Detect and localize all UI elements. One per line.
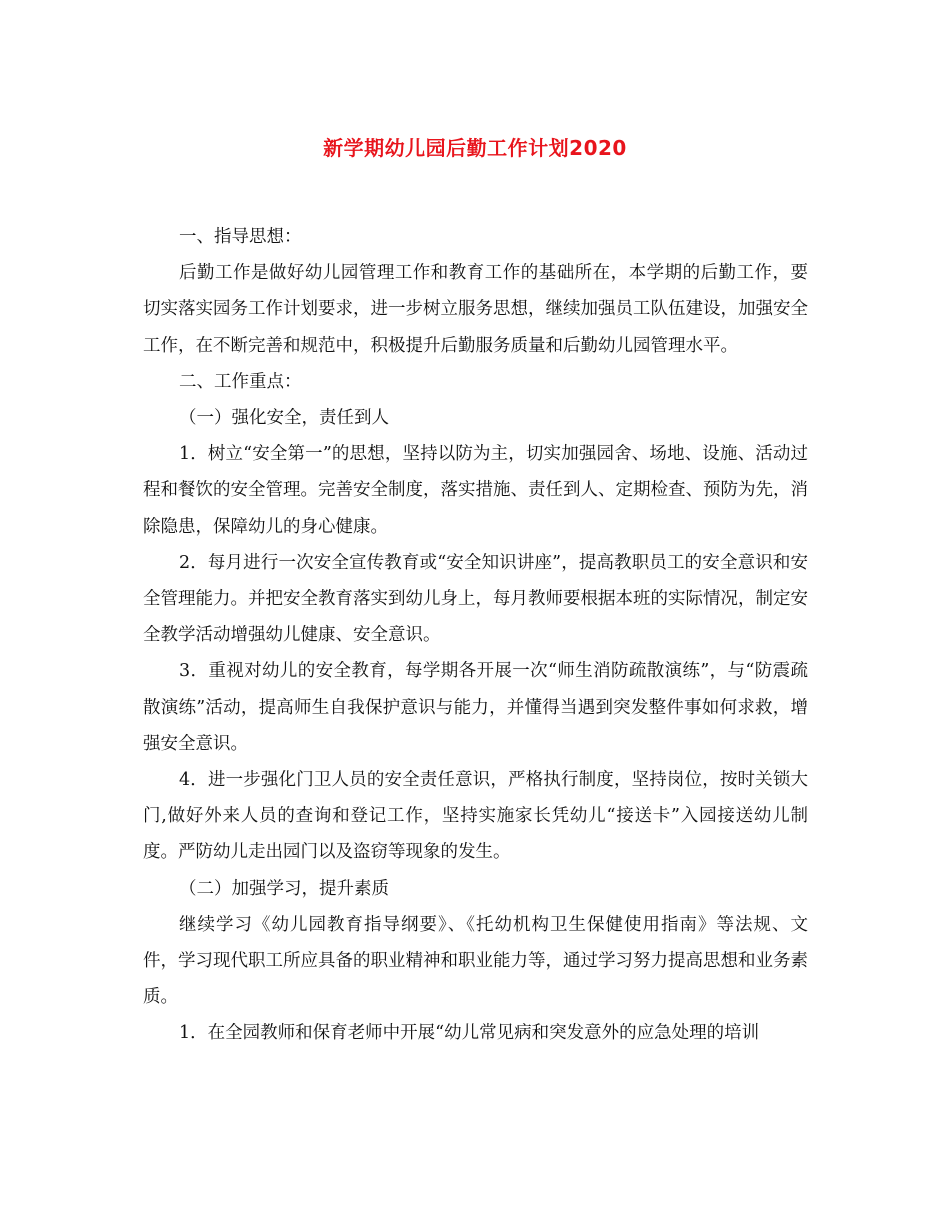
list-item: 1．在全园教师和保育老师中开展“幼儿常见病和突发意外的应急处理的培训 (179, 1023, 760, 1044)
heading-guiding-ideology: 一、指导思想： (179, 227, 302, 247)
paragraph: 继续学习《幼儿园教育指导纲要》、《托幼机构卫生保健使用指南》等法规、文件，学习现代职工所应具备的职业精神和职业能力等，通过学习努力提高思想和业务素质。 (143, 914, 808, 1008)
heading-work-focus: 二、工作重点： (179, 371, 302, 392)
paragraph: 后勤工作是做好幼儿园管理工作和教育工作的基础所在，本学期的后勤工作，要切实落实园务工作计划要求，进一步树立服务思想，继续加强员工队伍建设，加强安全工作，在不断完善和规范中，积极提升后勤服务质量和后勤幼儿园管理水平。 (143, 263, 808, 356)
subheading-study: （二）加强学习，提升素质 (179, 878, 389, 899)
subheading-safety: （一）强化安全，责任到人 (179, 408, 389, 429)
list-item: 2．每月进行一次安全宣传教育或“安全知识讲座”，提高教职员工的安全意识和安全管理能力。并把安全教育落实到幼儿身上，每月教师要根据本班的实际情况，制定安全教学活动增强幼儿健康、安全意识。 (143, 552, 808, 646)
document-body (143, 219, 808, 1052)
list-item: 3．重视对幼儿的安全教育，每学期各开展一次“师生消防疏散演练”，与“防震疏散演练”活动，提高师生自我保护意识与能力，并懂得当遇到突发整件事如何求救，增强安全意识。 (143, 661, 808, 754)
document-title: 新学期幼儿园后勤工作计划2020 (323, 136, 627, 160)
list-item: 4．进一步强化门卫人员的安全责任意识，严格执行制度，坚持岗位，按时关锁大门,做好外来人员的查询和登记工作，坚持实施家长凭幼儿“接送卡”入园接送幼儿制度。严防幼儿走出园门以及盗窃等现象的发生。 (143, 770, 808, 863)
list-item: 1．树立“安全第一”的思想，坚持以防为主，切实加强园舍、场地、设施、活动过程和餐饮的安全管理。完善安全制度，落实措施、责任到人、定期检查、预防为先，消除隐患，保障幼儿的身心健康。 (143, 444, 808, 537)
